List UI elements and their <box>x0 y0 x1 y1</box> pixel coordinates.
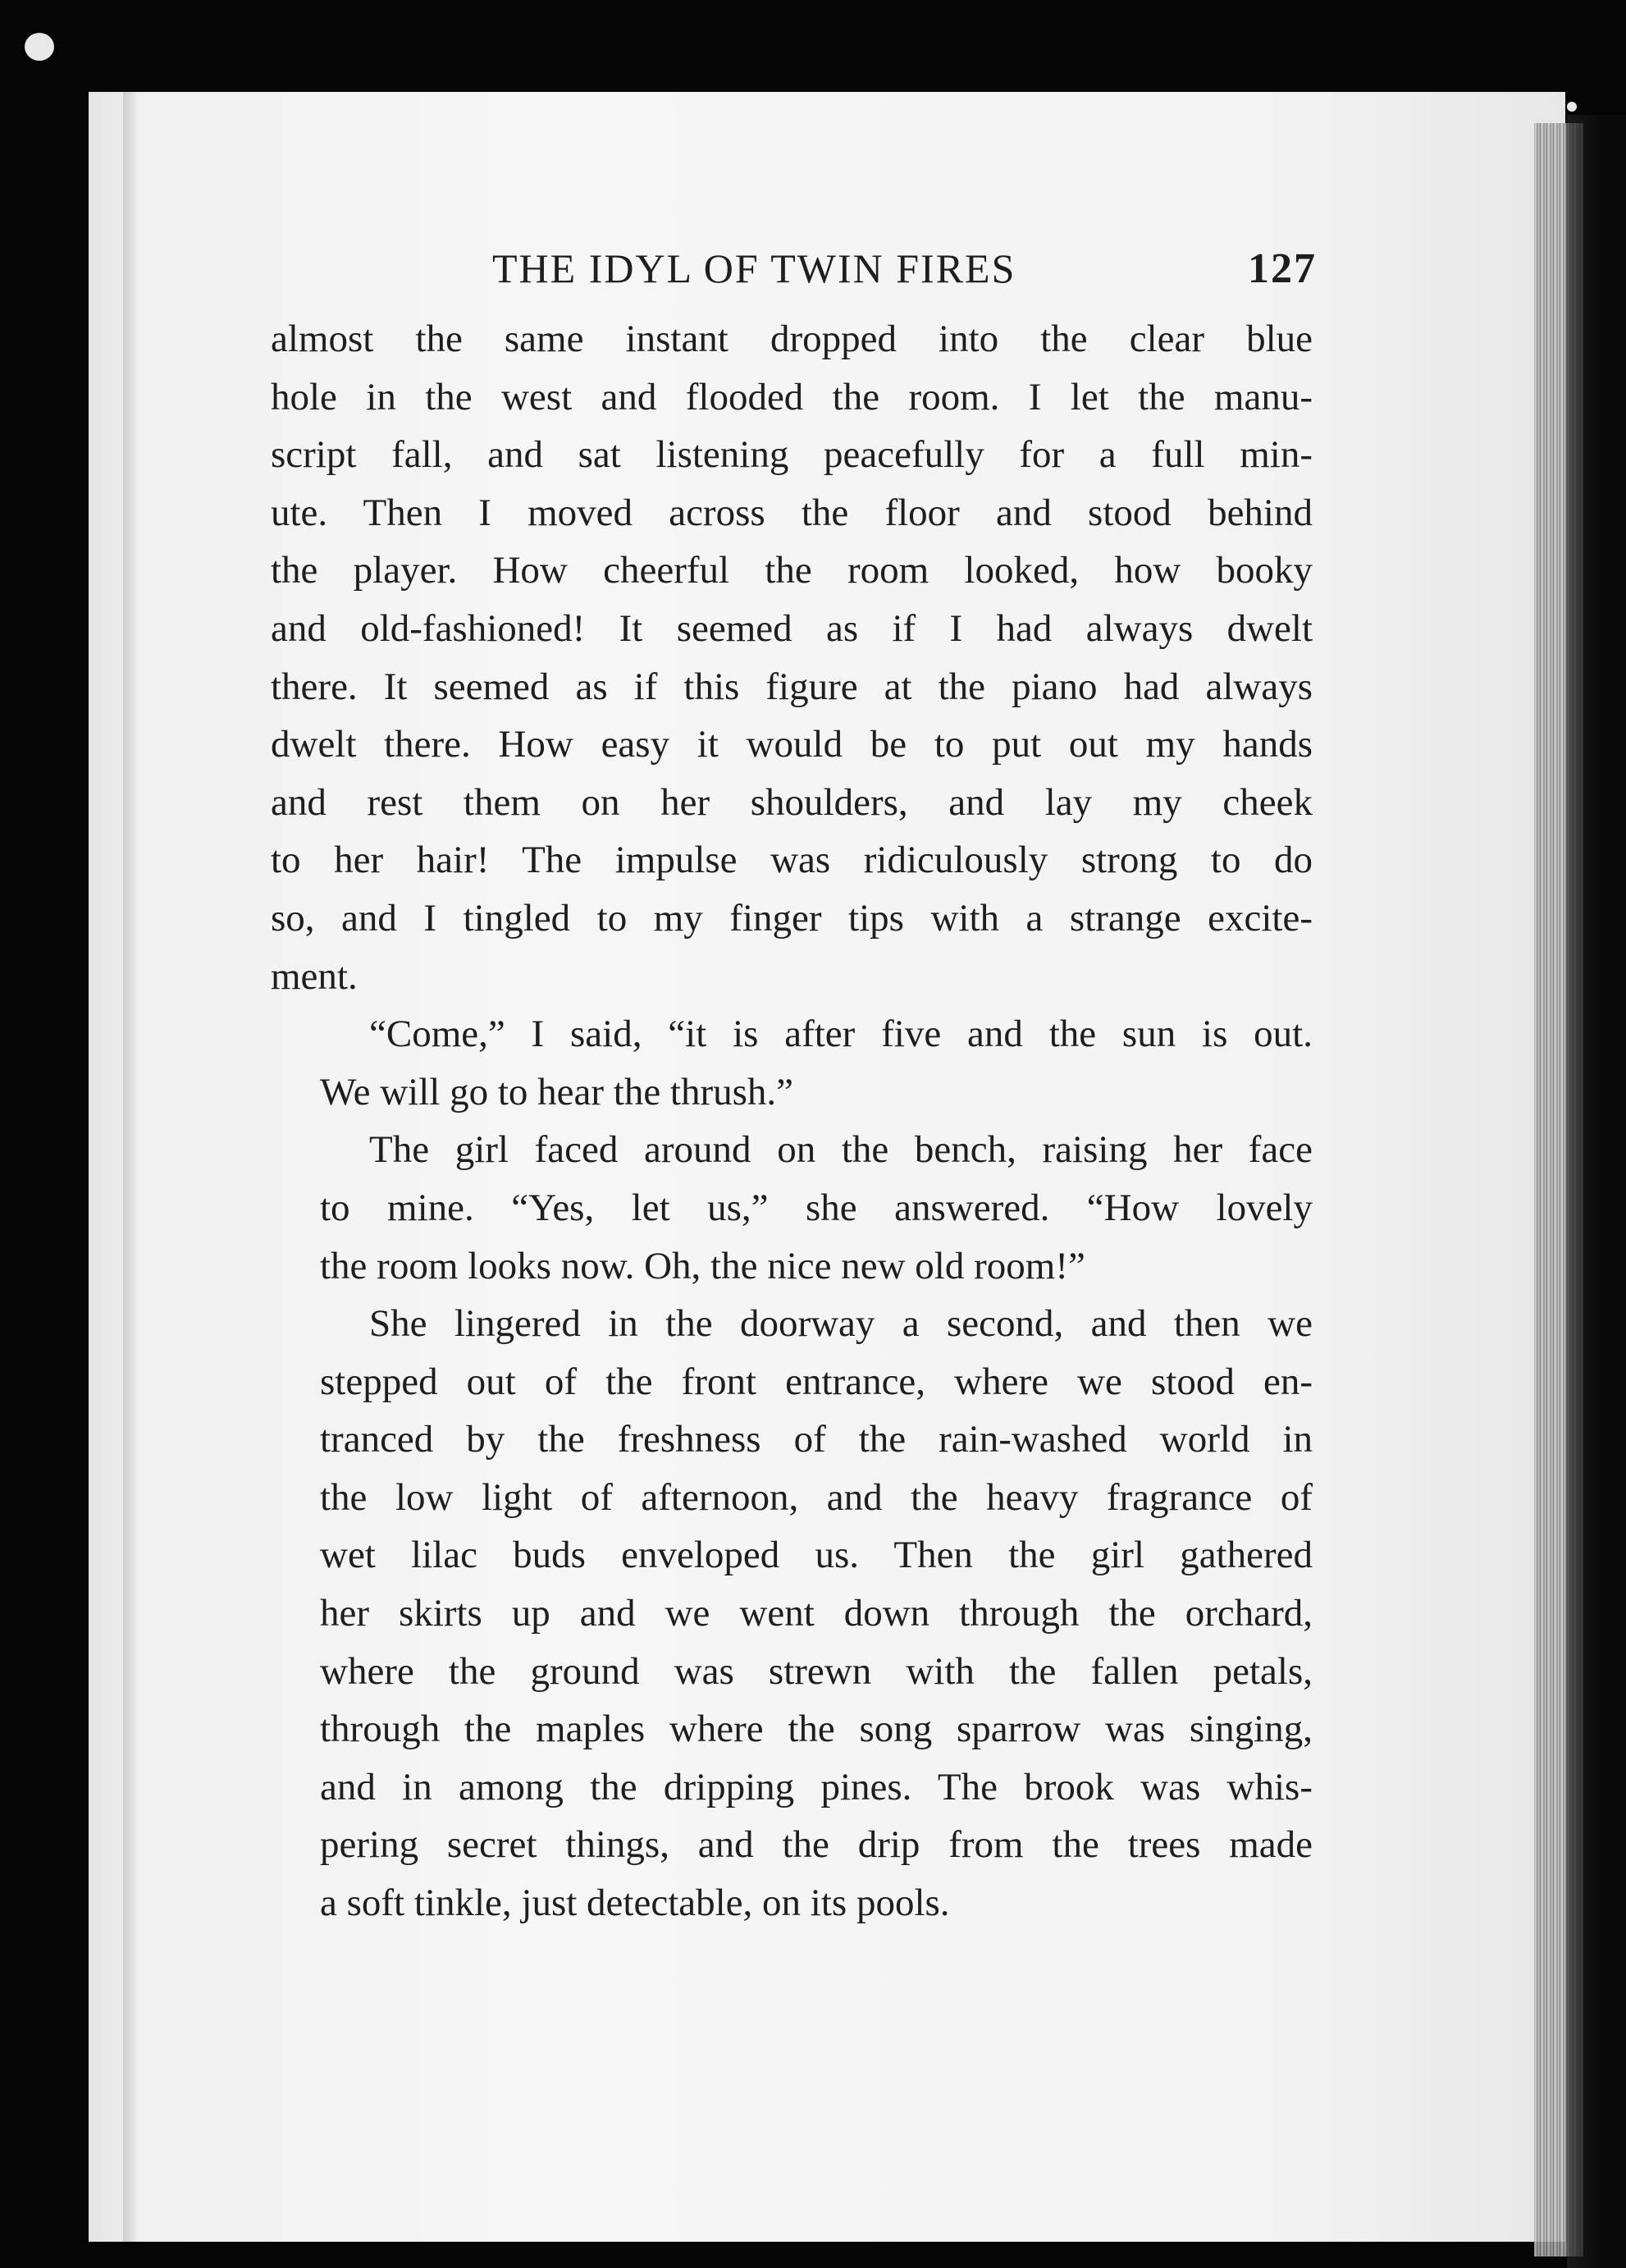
text-line: a soft tinkle, just detectable, on its pools. <box>320 1882 950 1925</box>
text-line: the low light of afternoon, and the heavy fragrance of <box>320 1475 1313 1519</box>
text-line: tranced by the freshness of the rain-washed world in <box>320 1418 1313 1461</box>
text-line: through the maples where the song sparrow was singing, <box>320 1708 1313 1751</box>
text-line: ute. Then I moved across the floor and stood behind <box>271 491 1313 534</box>
text-line: wet lilac buds enveloped us. Then the girl gathered <box>320 1534 1313 1577</box>
text-line: and old-fashioned! It seemed as if I had always dwelt <box>271 606 1313 650</box>
paragraph <box>271 1295 1313 1932</box>
text-line: to mine. “Yes, let us,” she answered. “How lovely <box>320 1186 1313 1229</box>
scan-speck <box>25 33 54 61</box>
text-line: She lingered in the doorway a second, and then we <box>369 1302 1313 1346</box>
running-head: THE IDYL OF TWIN FIRES <box>492 245 1016 291</box>
page-gutter <box>123 92 136 2242</box>
text-line: the room looks now. Oh, the nice new old room!” <box>320 1244 1085 1287</box>
text-line: the player. How cheerful the room looked, how booky <box>271 549 1313 592</box>
text-line: hole in the west and flooded the room. I let the manu- <box>271 375 1313 418</box>
text-line: to her hair! The impulse was ridiculously strong to do <box>271 839 1313 882</box>
text-line: ment. <box>271 954 358 998</box>
text-line: stepped out of the front entrance, where we stood en- <box>320 1360 1313 1403</box>
text-line: The girl faced around on the bench, raising her face <box>369 1128 1313 1172</box>
text-line: so, and I tingled to my finger tips with a strange excite- <box>271 896 1313 940</box>
text-line: and rest them on her shoulders, and lay my cheek <box>271 780 1313 824</box>
page-text <box>271 245 1317 1932</box>
paragraph <box>271 310 1313 1005</box>
page-header <box>271 245 1317 310</box>
text-line: pering secret things, and the drip from the trees made <box>320 1823 1313 1867</box>
text-line: and in among the dripping pines. The brook was whis- <box>320 1765 1313 1808</box>
text-line: almost the same instant dropped into the clear blue <box>271 318 1313 360</box>
paragraph <box>271 1005 1313 1121</box>
text-line: script fall, and sat listening peacefully for a full min- <box>271 433 1313 477</box>
text-line: there. It seemed as if this figure at the piano had always <box>271 665 1313 708</box>
page-number: 127 <box>1248 245 1317 292</box>
body-text <box>271 310 1313 1932</box>
text-line: her skirts up and we went down through the orchard, <box>320 1592 1313 1635</box>
text-line: dwelt there. How easy it would be to put out my hands <box>271 723 1313 766</box>
book-edge-shadow <box>1567 115 1626 2268</box>
text-line: where the ground was strewn with the fallen petals, <box>320 1649 1313 1693</box>
text-line: “Come,” I said, “it is after five and the sun is out. <box>369 1013 1313 1056</box>
scan-speck <box>1567 102 1577 112</box>
text-line: We will go to hear the thrush.” <box>320 1070 794 1113</box>
paragraph <box>271 1121 1313 1295</box>
